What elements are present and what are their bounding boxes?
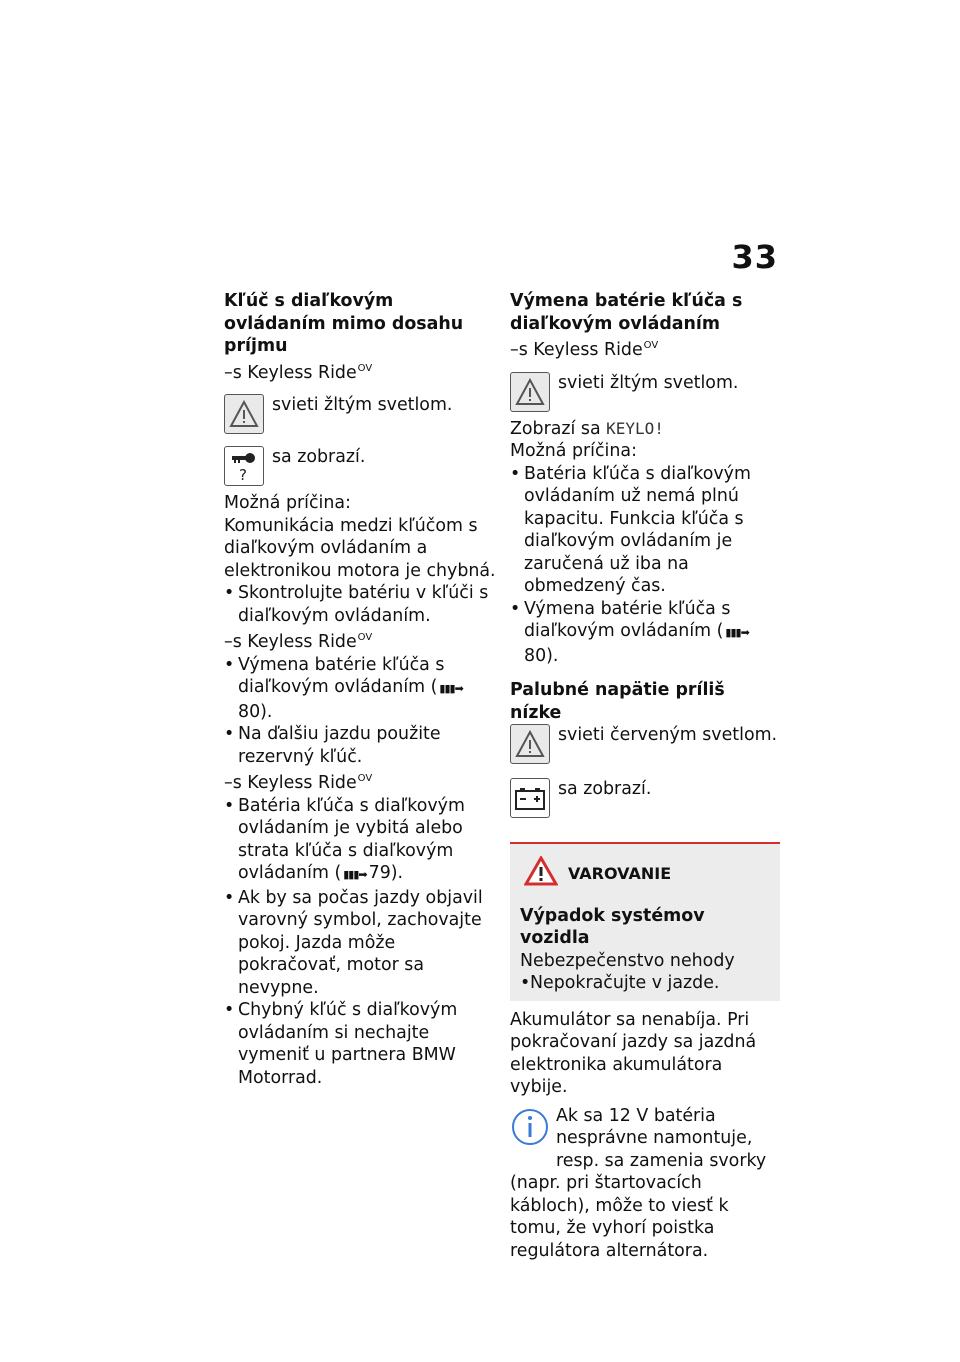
page-reference-icon[interactable]: ▮▮▮➡ [725, 626, 749, 639]
left-bullets-a [224, 582, 496, 627]
keyless-ride-note: –s Keyless Ride$^{OV}$ [224, 773, 373, 793]
page-number: 33 [731, 238, 778, 276]
display-code: KEYLO! [606, 418, 664, 438]
red-warning-light-row [510, 724, 780, 764]
list-item: • Batéria kľúča s diaľkovým ovládaním už nemá plnú kapacitu. Funkcia kľúča s diaľkovým ovládaním je zaručená už iba na obmedzený čas. [510, 463, 780, 598]
warning-title: VAROVANIE [520, 856, 770, 893]
svg-text:?: ? [239, 466, 247, 482]
info-icon [510, 1107, 550, 1154]
section-heading-low-voltage: Palubné napätie príliš nízke [510, 680, 725, 723]
battery-icon [510, 778, 550, 818]
warning-bullets [520, 972, 770, 995]
list-item: • Nepokračujte v jazde. [520, 972, 770, 995]
cause-label: Možná príčina: [224, 493, 351, 513]
right-column [510, 290, 780, 1262]
key-question-icon [224, 446, 264, 486]
warning-text: Nebezpečenstvo nehody [520, 950, 735, 971]
red-warning-light-text: svieti červeným svetlom. [558, 725, 778, 745]
warning-light-row [224, 394, 496, 434]
warning-subtitle: Výpadok systémov vozidla [520, 905, 705, 948]
warning-light-row [510, 372, 780, 412]
warning-box [510, 842, 780, 1001]
section-heading-key-out-of-range: Kľúč s diaľkovým ovládaním mimo dosahu príjmu [224, 291, 464, 356]
warning-triangle-icon [510, 372, 550, 412]
right-bullets [510, 463, 780, 668]
warning-triangle-icon [510, 724, 550, 764]
battery-paragraph: Akumulátor sa nenabíja. Pri pokračovaní jazdy sa jazdná elektronika akumulátora vybije. [510, 1009, 757, 1097]
left-bullets-c [224, 795, 496, 1090]
battery-symbol-text: sa zobrazí. [558, 779, 652, 799]
warning-light-text: svieti žltým svetlom. [272, 395, 453, 415]
keyless-ride-note: –s Keyless Ride$^{OV}$ [510, 340, 659, 360]
list-item: • Na ďalšiu jazdu použite rezervný kľúč. [224, 723, 496, 768]
info-note [510, 1105, 780, 1263]
list-item: • Chybný kľúč s diaľkovým ovládaním si nechajte vymeniť u partnera BMW Motorrad. [224, 999, 496, 1089]
list-item: • Ak by sa počas jazdy objavil varovný symbol, zachovajte pokoj. Jazda môže pokračovať, motor sa nevypne. [224, 887, 496, 1000]
page-reference-icon[interactable]: ▮▮▮➡ [343, 868, 367, 881]
left-bullets-b [224, 654, 496, 769]
warning-red-triangle-icon [524, 856, 558, 893]
warning-triangle-icon [224, 394, 264, 434]
key-symbol-row [224, 446, 496, 486]
cause-label: Možná príčina: [510, 441, 637, 461]
display-message: Zobrazí sa KEYLO! [510, 418, 664, 439]
battery-symbol-row [510, 778, 780, 818]
keyless-ride-note: –s Keyless Ride$^{OV}$ [224, 362, 373, 383]
cause-text: Komunikácia medzi kľúčom s diaľkovým ovládaním a elektronikou motora je chybná. [224, 515, 496, 581]
list-item: • Výmena batérie kľúča s diaľkovým ovládaním ( ▮▮▮➡80). [510, 598, 780, 668]
left-column [224, 290, 496, 1089]
section-heading-battery-replacement: Výmena batérie kľúča s diaľkovým ovládaním [510, 291, 743, 334]
key-symbol-text: sa zobrazí. [272, 447, 366, 467]
page-reference-icon[interactable]: ▮▮▮➡ [439, 682, 463, 695]
list-item: • Batéria kľúča s diaľkovým ovládaním je vybitá alebo strata kľúča s diaľkovým ovládaním ( ▮▮▮➡ 79). [224, 795, 496, 887]
list-item: • Skontrolujte batériu v kľúči s diaľkovým ovládaním. [224, 582, 496, 627]
info-text: Ak sa 12 V batéria nesprávne namontuje, resp. sa zamenia svorky (napr. pri štartovacích kábloch), môže to viesť k tomu, že vyhorí poistka regulátora alternátora. [510, 1105, 767, 1261]
keyless-ride-note: –s Keyless Ride$^{OV}$ [224, 632, 373, 652]
warning-light-text: svieti žltým svetlom. [558, 372, 739, 393]
list-item: • Výmena batérie kľúča s diaľkovým ovládaním ( ▮▮▮➡80). [224, 654, 496, 724]
